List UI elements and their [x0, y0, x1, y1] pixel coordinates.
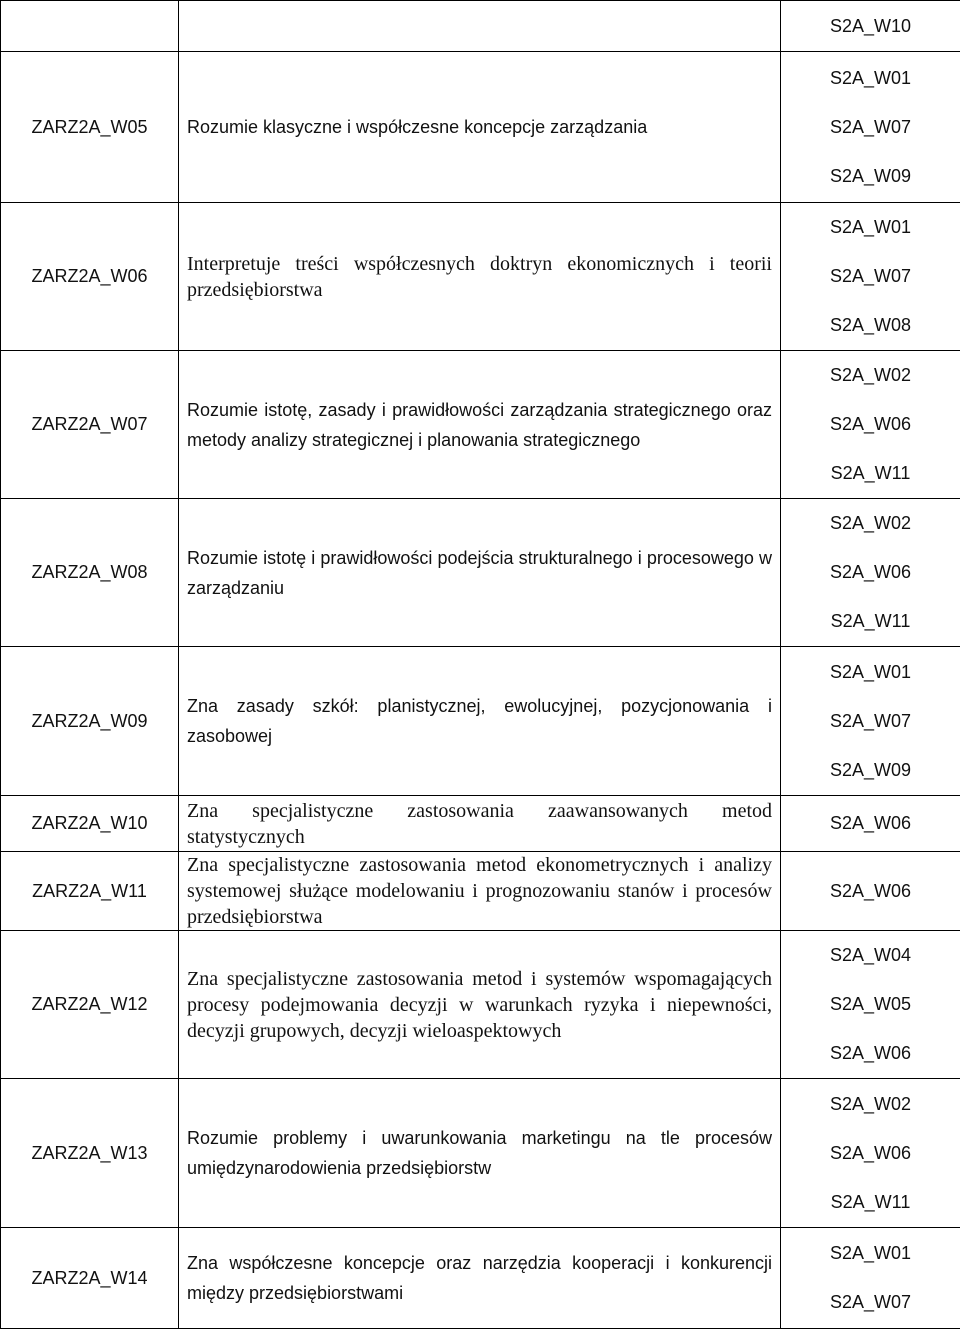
outcome-code: ZARZ2A_W08: [1, 499, 179, 647]
outcome-description: [179, 499, 781, 647]
outcome-description: [179, 203, 781, 351]
reference-code: S2A_W06: [781, 1029, 960, 1078]
outcome-description: [179, 1, 781, 52]
description-text: Zna współczesne koncepcje oraz narzędzia kooperacji i konkurencji między przedsiębiorstwami: [187, 1248, 772, 1308]
outcome-code: ZARZ2A_W06: [1, 203, 179, 351]
outcome-code: ZARZ2A_W10: [1, 796, 179, 852]
description-text: Zna specjalistyczne zastosowania zaawansowanych metod statystycznych: [187, 798, 772, 850]
table-row: [1, 52, 960, 203]
outcome-code: [1, 1, 179, 52]
table-row: [1, 203, 960, 351]
reference-code: S2A_W07: [781, 1278, 960, 1327]
reference-code: S2A_W01: [781, 203, 960, 252]
reference-code: S2A_W01: [781, 54, 960, 103]
outcome-code: ZARZ2A_W11: [1, 852, 179, 931]
description-text: Rozumie problemy i uwarunkowania marketingu na tle procesów umiędzynarodowienia przedsiębiorstw: [187, 1123, 772, 1183]
reference-codes: [781, 351, 960, 499]
reference-codes: [781, 52, 960, 203]
reference-code: S2A_W01: [781, 648, 960, 697]
table-row: [1, 499, 960, 647]
reference-code: S2A_W02: [781, 499, 960, 548]
reference-code: S2A_W06: [781, 548, 960, 597]
reference-code: S2A_W07: [781, 697, 960, 746]
table-row: [1, 796, 960, 852]
reference-code: S2A_W11: [781, 449, 960, 498]
reference-code: S2A_W07: [781, 252, 960, 301]
reference-codes: [781, 796, 960, 852]
outcome-description: [179, 351, 781, 499]
description-text: Zna specjalistyczne zastosowania metod ekonometrycznych i analizy systemowej służące modelowaniu i prognozowaniu stanów i procesów przedsiębiorstwa: [187, 852, 772, 930]
outcome-description: [179, 931, 781, 1079]
table-row: [1, 1079, 960, 1228]
reference-code: S2A_W02: [781, 351, 960, 400]
description-text: Rozumie istotę i prawidłowości podejścia strukturalnego i procesowego w zarządzaniu: [187, 543, 772, 603]
reference-code: S2A_W09: [781, 152, 960, 201]
outcome-description: [179, 852, 781, 931]
description-text: Interpretuje treści współczesnych doktryn ekonomicznych i teorii przedsiębiorstwa: [187, 251, 772, 303]
table-row: [1, 351, 960, 499]
table-row: [1, 1, 960, 52]
reference-code: S2A_W10: [781, 2, 960, 51]
reference-code: S2A_W01: [781, 1229, 960, 1278]
description-text: Zna specjalistyczne zastosowania metod i systemów wspomagających procesy podejmowania decyzji w warunkach ryzyka i niepewności, decyzji grupowych, decyzji wieloaspektowych: [187, 966, 772, 1044]
table-row: [1, 647, 960, 796]
outcome-code: ZARZ2A_W05: [1, 52, 179, 203]
table-row: [1, 931, 960, 1079]
reference-codes: [781, 499, 960, 647]
reference-code: S2A_W07: [781, 103, 960, 152]
reference-code: S2A_W06: [781, 1129, 960, 1178]
reference-code: S2A_W04: [781, 931, 960, 980]
outcome-description: [179, 1079, 781, 1228]
outcome-code: ZARZ2A_W12: [1, 931, 179, 1079]
reference-code: S2A_W06: [781, 799, 960, 848]
reference-code: S2A_W11: [781, 1178, 960, 1227]
table-row: [1, 852, 960, 931]
description-text: Zna zasady szkół: planistycznej, ewolucyjnej, pozycjonowania i zasobowej: [187, 691, 772, 751]
reference-code: S2A_W06: [781, 400, 960, 449]
reference-codes: [781, 1079, 960, 1228]
reference-codes: [781, 931, 960, 1079]
outcome-description: [179, 647, 781, 796]
reference-code: S2A_W09: [781, 746, 960, 795]
description-text: Rozumie istotę, zasady i prawidłowości zarządzania strategicznego oraz metody analizy strategicznej i planowania strategicznego: [187, 395, 772, 455]
reference-code: S2A_W06: [781, 867, 960, 916]
reference-code: S2A_W02: [781, 1080, 960, 1129]
outcome-code: ZARZ2A_W09: [1, 647, 179, 796]
reference-codes: [781, 852, 960, 931]
reference-codes: [781, 203, 960, 351]
outcome-description: [179, 1228, 781, 1329]
outcome-code: ZARZ2A_W13: [1, 1079, 179, 1228]
outcome-description: [179, 52, 781, 203]
reference-code: S2A_W08: [781, 301, 960, 350]
reference-code: S2A_W11: [781, 597, 960, 646]
reference-code: S2A_W05: [781, 980, 960, 1029]
outcome-description: [179, 796, 781, 852]
description-text: Rozumie klasyczne i współczesne koncepcje zarządzania: [187, 112, 772, 142]
table-row: [1, 1228, 960, 1329]
reference-codes: [781, 1, 960, 52]
reference-codes: [781, 1228, 960, 1329]
reference-codes: [781, 647, 960, 796]
outcome-code: ZARZ2A_W07: [1, 351, 179, 499]
outcome-code: ZARZ2A_W14: [1, 1228, 179, 1329]
